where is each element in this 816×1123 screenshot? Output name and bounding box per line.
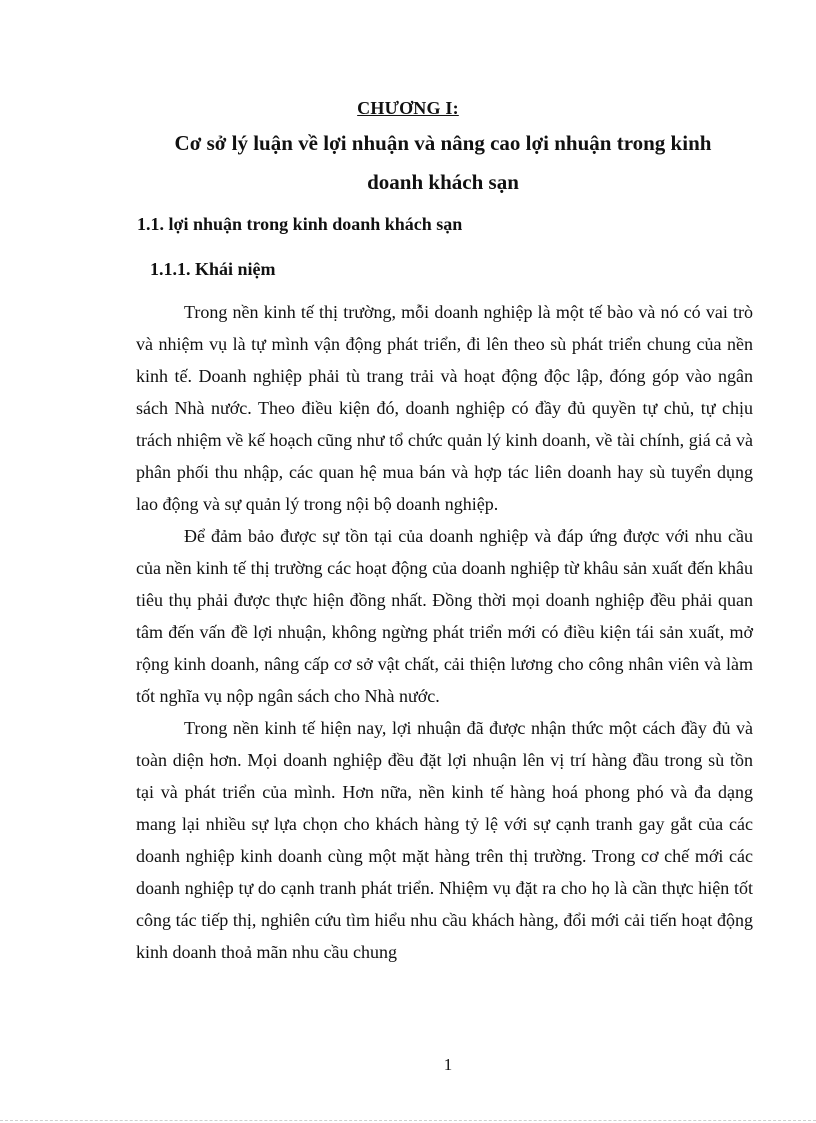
chapter-label: CHƯƠNG I: — [357, 98, 459, 118]
paragraph: Trong nền kinh tế hiện nay, lợi nhuận đã được nhận thức một cách đầy đủ và toàn diện hơn. Mọi doanh nghiệp đều đặt lợi nhuận lên vị trí hàng đầu trong sù tồn tại và phát triển của mình. Hơn nữa, nền kinh tế hàng hoá phong phó và đa dạng mang lại nhiều sự lựa chọn cho khách hàng tỷ lệ với sự cạnh tranh gay gắt của các doanh nghiệp kinh doanh cùng một mặt hàng trên thị trường. Trong cơ chế mới các doanh nghiệp tự do cạnh tranh phát triển. Nhiệm vụ đặt ra cho họ là cần thực hiện tốt công tác tiếp thị, nghiên cứu tìm hiểu nhu cầu khách hàng, đổi mới cải tiến hoạt động kinh doanh thoả mãn nhu cầu chung — [136, 718, 753, 962]
page-boundary-rule — [0, 1120, 816, 1121]
section-heading: 1.1. lợi nhuận trong kinh doanh khách sạn — [137, 214, 463, 234]
page-number: 1 — [443, 1055, 453, 1074]
chapter-title: Cơ sở lý luận về lợi nhuận và nâng cao lợi nhuận trong kinh doanh khách sạn — [174, 131, 712, 194]
paragraph: Để đảm bảo được sự tồn tại của doanh nghiệp và đáp ứng được với nhu cầu của nền kinh tế thị trường các hoạt động của doanh nghiệp từ khâu sản xuất đến khâu tiêu thụ phải được thực hiện đồng nhất. Đồng thời mọi doanh nghiệp đều phải quan tâm đến vấn đề lợi nhuận, không ngừng phát triển mới có điều kiện tái sản xuất, mở rộng kinh doanh, nâng cấp cơ sở vật chất, cải thiện lương cho công nhân viên và làm tốt nghĩa vụ nộp ngân sách cho Nhà nước. — [136, 526, 753, 706]
paragraph: Trong nền kinh tế thị trường, mỗi doanh nghiệp là một tế bào và nó có vai trò và nhiệm vụ là tự mình vận động phát triển, đi lên theo sù phát triển chung của nền kinh tế. Doanh nghiệp phải tù trang trải và hoạt động độc lập, đóng góp vào ngân sách Nhà nước. Theo điều kiện đó, doanh nghiệp có đầy đủ quyền tự chủ, tự chịu trách nhiệm về kế hoạch cũng như tổ chức quản lý kinh doanh, về tài chính, giá cả và phân phối thu nhập, các quan hệ mua bán và hợp tác liên doanh hay sù tuyển dụng lao động và sự quản lý trong nội bộ doanh nghiệp. — [136, 302, 753, 514]
body-text — [136, 296, 753, 968]
subsection-heading: 1.1.1. Khái niệm — [150, 259, 276, 279]
